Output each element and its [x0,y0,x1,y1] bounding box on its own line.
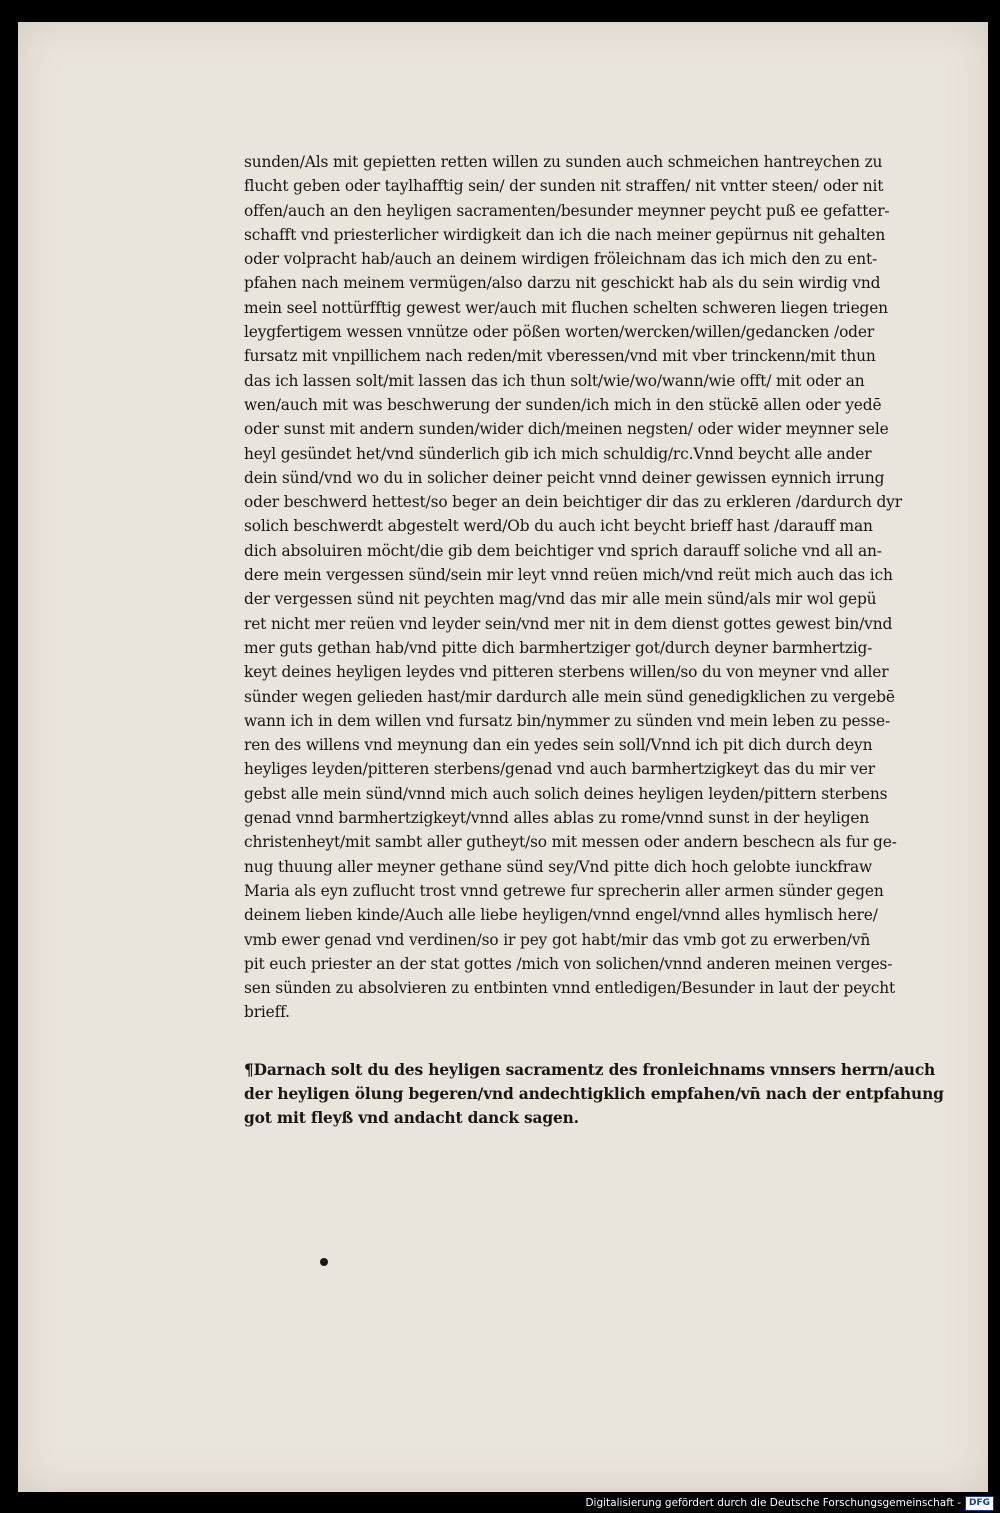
text-line: sünder wegen gelieden hast/mir dardurch alle mein sünd genedigklichen zu vergebē [244,687,895,706]
text-line: der heyligen ölung begeren/vnd andechtigklich empfahen/vn̄ nach der entpfahung [244,1084,944,1103]
text-line: oder sunst mit andern sunden/wider dich/meinen negsten/ oder wider meynner sele [244,420,889,439]
text-line: offen/auch an den heyligen sacramenten/besunder meynner peycht puß ee gefatter- [244,201,890,220]
text-line: ¶Darnach solt du des heyligen sacramentz des fronleichnams vnnsers herrn/auch [244,1060,936,1079]
text-line: wen/auch mit was beschwerung der sunden/ich mich in den stückē allen oder yedē [244,395,882,414]
text-line: solich beschwerdt abgestelt werd/Ob du auch icht beycht brieff hast /darauff man [244,517,873,536]
digitization-footer [585,1493,994,1513]
text-line: ret nicht mer reüen vnd leyder sein/vnd mer nit in dem dienst gottes gewest bin/vnd [244,614,893,633]
text-line: heyliges leyden/pitteren sterbens/genad vnd auch barmhertzigkeyt das du mir ver [244,760,875,779]
text-line: mer guts gethan hab/vnd pitte dich barmhertziger got/durch deyner barmhertzig- [244,638,873,657]
paragraph-2 [244,1058,964,1131]
text-line: oder volpracht hab/auch an deinem wirdigen fröleichnam das ich mich den zu ent- [244,250,878,269]
text-line: Maria als eyn zuflucht trost vnnd getrewe fur sprecherin aller armen sünder gegen [244,881,884,900]
ink-dot [320,1258,328,1266]
text-line: sunden/Als mit gepietten retten willen zu sunden auch schmeichen hantreychen zu [244,153,883,171]
text-line: got mit fleyß vnd andacht danck sagen. [244,1109,579,1128]
text-line: dich absoluiren möcht/die gib dem beichtiger vnd sprich darauff soliche vnd all an- [244,541,882,560]
footer-credit: Digitalisierung gefördert durch die Deutsche Forschungsgemeinschaft - [585,1497,961,1509]
text-line: genad vnnd barmhertzigkeyt/vnnd alles ablas zu rome/vnnd sunst in der heyligen [244,809,870,828]
text-line: leygfertigem wessen vnnütze oder pößen worten/wercken/willen/gedancken /oder [244,323,875,342]
text-line: sen sünden zu absolvieren zu entbinten vnnd entledigen/Besunder in laut der peycht [244,979,896,998]
text-line: flucht geben oder taylhafftig sein/ der sunden nit straffen/ nit vntter steen/ oder nit [244,177,884,196]
text-line: pit euch priester an der stat gottes /mich von solichen/vnnd anderen meinen verges- [244,954,893,973]
text-line: schafft vnd priesterlicher wirdigkeit dan ich die nach meiner gepürnus nit gehalten [244,225,886,244]
text-line: oder beschwerd hettest/so beger an dein beichtiger dir das zu erkleren /dardurch dyr [244,493,902,512]
text-line: gebst alle mein sünd/vnnd mich auch solich deines heyligen leyden/pittern sterbens [244,784,888,803]
text-line: keyt deines heyligen leydes vnd pitteren sterbens willen/so du von meyner vnd aller [244,663,889,682]
paragraph-spacer [244,1025,964,1058]
text-line: deinem lieben kinde/Auch alle liebe heyligen/vnnd engel/vnnd alles hymlisch here/ [244,906,878,925]
dfg-logo-icon: DFG [965,1496,994,1511]
text-line: heyl gesündet het/vnd sünderlich gib ich mich schuldig/rc.Vnnd beycht alle ander [244,444,872,463]
text-line: christenheyt/mit sambt aller gutheyt/so mit messen oder andern beschecn als fur ge- [244,833,897,852]
text-line: dere mein vergessen sünd/sein mir leyt vnnd reüen mich/vnd reüt mich auch das ich [244,566,893,585]
paragraph-1 [244,150,964,1025]
text-line: dein sünd/vnd wo du in solicher deiner peicht vnnd deiner gewissen eynnich irrung [244,468,885,487]
text-line: wann ich in dem willen vnd fursatz bin/nymmer zu sünden vnd mein leben zu pesse- [244,711,890,730]
book-page [18,22,988,1492]
text-line: ren des willens vnd meynung dan ein yedes sein soll/Vnnd ich pit dich durch deyn [244,736,873,755]
text-line: pfahen nach meinem vermügen/also darzu nit geschickt hab als du sein wirdig vnd [244,274,881,293]
text-line: nug thuung aller meyner gethane sünd sey/Vnd pitte dich hoch gelobte iunckfraw [244,857,872,876]
text-line: der vergessen sünd nit peychten mag/vnd das mir alle mein sünd/als mir wol gepü [244,590,877,609]
text-line: brieff. [244,1003,290,1022]
text-line: mein seel nottürfftig gewest wer/auch mit fluchen schelten schweren liegen triegen [244,298,888,317]
text-line: vmb ewer genad vnd verdinen/so ir pey got habt/mir das vmb got zu erwerben/vn̄ [244,930,871,949]
text-line: das ich lassen solt/mit lassen das ich thun solt/wie/wo/wann/wie offt/ mit oder an [244,371,865,390]
text-line: fursatz mit vnpillichem nach reden/mit vberessen/vnd mit vber trinckenn/mit thun [244,347,876,366]
text-block [244,150,964,1131]
